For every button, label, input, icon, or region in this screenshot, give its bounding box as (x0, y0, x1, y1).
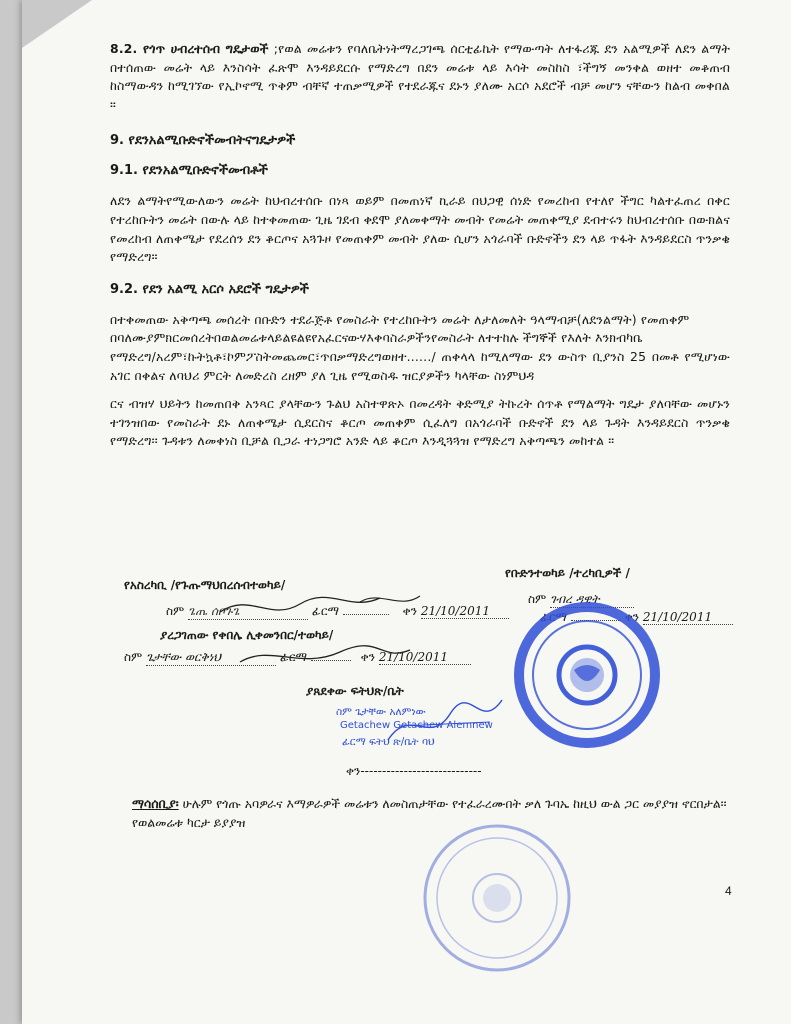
section-9-1-title: 9.1. የደንአልሚቡድኖችመብቶች (110, 163, 268, 179)
section-9-title: 9. የደንአልሚቡድኖችመብትናግዴታዎች (110, 133, 296, 149)
court-signature-scribble (380, 686, 510, 752)
section-9-2-lines (110, 311, 730, 385)
document-page (22, 0, 791, 1024)
name-prefix: ስም (124, 650, 143, 664)
note-text: ሁሉም የጎጡ አባዎራና እማዎራዎች መሬቱን ለመስጠታቸው የተፈራረሙበት ቃለ ጉባኤ ከዚህ ውል ጋር መያያዝ ኖርበታል፡፡ የወልመሬቱ ካርታ ይያያዝ (132, 796, 727, 830)
recipient-label: የቡድንተወካይ /ተረካቢዎች / (505, 566, 630, 580)
court-stamp-line: Getachew Getachew Alemnew (340, 720, 493, 731)
handover-name-handwritten: ጌጤ ሰቦጉጌ (188, 604, 308, 620)
office-stamp-faded (417, 818, 577, 978)
verifier-date: 21/10/2011 (379, 650, 471, 665)
section-8-2 (110, 40, 730, 114)
section-9-1-body: ለደን ልማትየሚውለውን መሬት ከህብረተሰቡ በነጻ ወይም በመጠነኛ ኪራይ በህጋዊ ሰነድ የመረከብ የተለየ ችግር ካልተፈጠረ በቀር የተረከቡትን መሬት በውሉ ላይ ከተቀመጠው ጊዜ ገደብ ቀደሞ ያለመቀማት መብት የመሬት መጠቀሚያ ደብተሩን ከህብረተሰቡ በውክልና የመረከብ ለጠቀሜታ የደረሰን ደን ቆርጦና አጓጉዞ የመጠቀም መብት ያለው ሲሆን አጎራባች ቡድኖችን ደን ላይ ጥፋት እንዳይደርስ ጥንቃቄ የማድረግ። (110, 193, 730, 265)
signature-prefix: ፊርማ (279, 650, 308, 664)
handover-date: 21/10/2011 (421, 604, 509, 619)
section-9-2-title: 9.2. የደን አልሚ አርሶ አደሮች ግዴታዎች (110, 281, 309, 297)
recipient-name-handwritten: ገብረ ዳዊት (550, 592, 634, 608)
note-label: ማሳሰቢያ፡ (132, 796, 179, 811)
date-prefix: ቀን (360, 650, 376, 664)
section-9-2-body: ርና ብዝሃ ህይትን ከመጠበቅ አንጻር ያላቸውን ጉልህ አስተዋጽኦ በመረዳት ቅድሚያ ትኩረት ሰጥቶ የማልማት ግዴታ ያለባቸው መሆኑን ተገንዝበው የመስራት ደኑ ለጠቀሜታ ሲደርስና ቆርጦ መጠቀም ሲፈለግ በአጎራባች ቡድኖች ደን ላይ ጉዳት እንዳይደርስ ጥንቃቄ የማድረግ፡፡ ጉዳቱን ለመቀነስ ቢቻል ቢጋራ ተነጋግሮ አንድ ላይ ቆርጦ እንዲጓጓዝ የማድረግ አቅጣጫን መከተል ። (110, 396, 730, 449)
section-9-2-line: በተቀመጠው አቅጣጫ መሰረት በቡድን ተደራጅቶ የመስራት የተረከቡትን መሬት ለታለመለት ዓላማብቻ(ለደንልማት) የመጠቀም (110, 311, 690, 327)
court-stamp-line: ስም ጌታቸው አለምነው (336, 706, 426, 718)
document-body (110, 40, 730, 459)
section-8-2-title: 8.2. የጎጥ ሀብረተሰብ ግዴታወች (110, 41, 269, 56)
date-prefix: ቀን (624, 610, 640, 624)
section-9-2-line: የማድረግ/አረም፣ኩትኳቶ፣ኮምፖስትመጨመር፣ጥበቃማድረግወዘተ....../ ጠቀላላ ከሚለማው ደን ውስጥ ቢያንስ 25 በመቶ የሚሆነው አገር በቀልና ለባህሪ ምርት ለመድረስ ረዘም ያለ ጊዜ የሚወስዱ ዝርያዎችን ካላቸው ስነምህዳ (110, 348, 730, 383)
court-stamp-line: ፊርማ ፍትህ ጽ/ቤት ባህ (342, 736, 435, 748)
page-number: 4 (725, 884, 732, 898)
name-prefix: ስም (528, 592, 547, 606)
verifier-name-handwritten: ጌታቸው ወርቅነህ (146, 650, 276, 666)
recipient-date: 21/10/2011 (643, 610, 733, 625)
section-8-2-body: ;የወል መሬቱን የባለቤትነትማረጋገጫ ሰርቲፊኬት የማውጣት ለተፋሪጁ ደን አልሚዎች ለደን ልማት በተሰጠው መሬት ላይ እንስሳት ፈጽሞ እንዳይደርሱ የማድረግ በደን መሬቱ ላይ እሳት መስከስ ፣ችግኝ መንቀል ወዘተ መቆጠብ ከስማውዳን ከሚገኘው የኢኮኖሚ ጥቅም ብቸኛ ተጠቃሚዎች የተደራጁና ደኑን ያለሙ አርሶ አደሮች ብቻ መሆን ናቸውን ከልብ መቀበል ። (110, 41, 731, 112)
signature-prefix: ፊርማ (311, 604, 340, 618)
verifier-label: ያረጋገጠው የቀበሌ ሊቀመንበር/ተወካይ/ (160, 628, 334, 642)
section-9-2-line: በባለሙያምክርመሰረትበወልመሬቱላይልዩልዩየአፈርናውሃእቀባስራዎችንየመስራት ለተተከሉ ችግኞች የእለት እንክብካቤ (110, 330, 643, 346)
office-stamp-blue (512, 600, 662, 750)
date-prefix: ቀን (402, 604, 418, 618)
handover-label: የአስረካቢ /የጉጡማህበረሰብተወካይ/ (124, 578, 286, 592)
court-label: ያጸደቀው ፍትህጽ/ቤት (306, 684, 404, 698)
signature-scribble (210, 592, 450, 682)
court-date-row: ቀን---------------------------- (346, 764, 482, 778)
name-prefix: ስም (166, 604, 185, 618)
signature-prefix: ፊርማ (540, 610, 568, 624)
folded-corner (22, 0, 92, 48)
